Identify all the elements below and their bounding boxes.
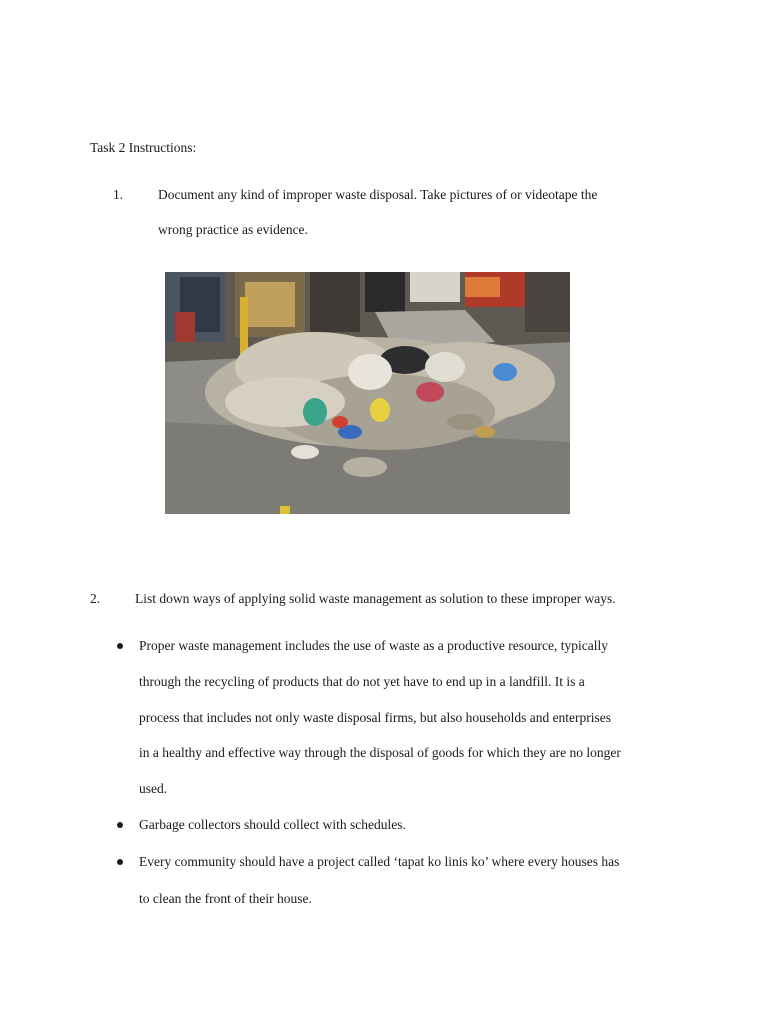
bullet-1-line: in a healthy and effective way through the disposal of goods for which they are no longer	[139, 745, 621, 760]
bullet-1-line: used.	[139, 781, 168, 796]
item-2-text: List down ways of applying solid waste management as solution to these improper ways.	[135, 591, 616, 606]
bullet-2-line: Garbage collectors should collect with schedules.	[139, 817, 406, 832]
bullet-marker	[117, 643, 123, 649]
item-1-number: 1.	[113, 187, 124, 202]
bullet-3-line: Every community should have a project called ‘tapat ko linis ko’ where every houses has	[139, 854, 620, 869]
item-1-line: Document any kind of improper waste disposal. Take pictures of or videotape the	[158, 187, 598, 202]
waste-photo	[165, 272, 570, 514]
bullet-1-line: process that includes not only waste disposal firms, but also households and enterprises	[139, 710, 612, 725]
bullet-marker	[117, 822, 123, 828]
bullet-1-line: through the recycling of products that do not yet have to end up in a landfill. It is a	[139, 674, 585, 689]
bullet-1-line: Proper waste management includes the use of waste as a productive resource, typically	[139, 638, 608, 653]
task-heading: Task 2 Instructions:	[90, 140, 197, 155]
item-1-line: wrong practice as evidence.	[158, 222, 308, 237]
bullet-marker	[117, 859, 123, 865]
item-2-number: 2.	[90, 591, 101, 606]
bullet-3-line: to clean the front of their house.	[139, 891, 312, 906]
